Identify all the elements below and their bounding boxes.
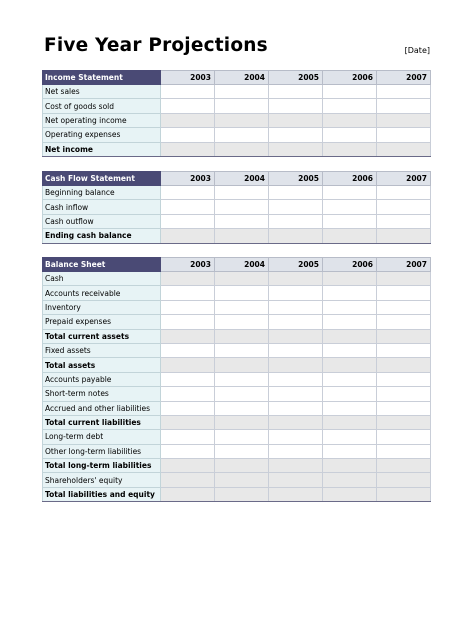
row-label: Inventory [43, 300, 161, 314]
value-cell[interactable] [377, 85, 431, 99]
value-cell[interactable] [323, 459, 377, 473]
row-label: Cash [43, 272, 161, 286]
value-cell[interactable] [161, 229, 215, 243]
row-label: Operating expenses [43, 128, 161, 142]
value-cell[interactable] [215, 99, 269, 113]
value-cell[interactable] [323, 315, 377, 329]
table-row [43, 99, 431, 113]
value-cell[interactable] [215, 214, 269, 228]
row-label: Cost of goods sold [43, 99, 161, 113]
value-cell[interactable] [215, 473, 269, 487]
year-header: 2006 [323, 258, 377, 272]
value-cell[interactable] [323, 444, 377, 458]
value-cell[interactable] [269, 358, 323, 372]
value-cell[interactable] [269, 272, 323, 286]
value-cell[interactable] [323, 286, 377, 300]
value-cell[interactable] [377, 401, 431, 415]
value-cell[interactable] [377, 99, 431, 113]
value-cell[interactable] [377, 387, 431, 401]
row-label: Beginning balance [43, 186, 161, 200]
value-cell[interactable] [377, 372, 431, 386]
table-header-row [43, 258, 431, 272]
value-cell[interactable] [377, 186, 431, 200]
value-cell[interactable] [323, 113, 377, 127]
value-cell[interactable] [269, 415, 323, 429]
value-cell[interactable] [377, 128, 431, 142]
table-row [43, 372, 431, 386]
table-header-row [43, 71, 431, 85]
row-label: Total assets [43, 358, 161, 372]
value-cell[interactable] [269, 372, 323, 386]
value-cell[interactable] [323, 99, 377, 113]
value-cell[interactable] [215, 487, 269, 501]
table-row [43, 229, 431, 243]
value-cell[interactable] [269, 186, 323, 200]
value-cell[interactable] [161, 272, 215, 286]
year-header: 2007 [377, 172, 431, 186]
value-cell[interactable] [323, 300, 377, 314]
value-cell[interactable] [377, 300, 431, 314]
table-row [43, 300, 431, 314]
value-cell[interactable] [269, 142, 323, 156]
value-cell[interactable] [215, 343, 269, 357]
page-title: Five Year Projections [44, 35, 268, 56]
value-cell[interactable] [323, 329, 377, 343]
year-header: 2005 [269, 172, 323, 186]
row-label: Net sales [43, 85, 161, 99]
value-cell[interactable] [161, 286, 215, 300]
value-cell[interactable] [161, 113, 215, 127]
value-cell[interactable] [269, 315, 323, 329]
row-label: Other long-term liabilities [43, 444, 161, 458]
row-label: Short-term notes [43, 387, 161, 401]
value-cell[interactable] [269, 444, 323, 458]
value-cell[interactable] [323, 387, 377, 401]
balance-sheet-heading: Balance Sheet [43, 258, 161, 272]
table-row [43, 85, 431, 99]
table-row [43, 387, 431, 401]
year-header: 2004 [215, 258, 269, 272]
row-label: Cash inflow [43, 200, 161, 214]
table-row [43, 329, 431, 343]
cash-flow-statement-table [42, 171, 431, 244]
row-label: Shareholders' equity [43, 473, 161, 487]
value-cell[interactable] [215, 315, 269, 329]
row-label: Ending cash balance [43, 229, 161, 243]
table-row [43, 343, 431, 357]
value-cell[interactable] [161, 343, 215, 357]
table-header-row [43, 172, 431, 186]
value-cell[interactable] [269, 329, 323, 343]
value-cell[interactable] [215, 430, 269, 444]
value-cell[interactable] [215, 387, 269, 401]
value-cell[interactable] [161, 430, 215, 444]
year-header: 2003 [161, 71, 215, 85]
value-cell[interactable] [377, 343, 431, 357]
row-label: Net operating income [43, 113, 161, 127]
value-cell[interactable] [215, 358, 269, 372]
value-cell[interactable] [377, 473, 431, 487]
value-cell[interactable] [269, 214, 323, 228]
value-cell[interactable] [269, 459, 323, 473]
row-label: Net income [43, 142, 161, 156]
value-cell[interactable] [323, 85, 377, 99]
value-cell[interactable] [377, 415, 431, 429]
value-cell[interactable] [323, 229, 377, 243]
row-label: Cash outflow [43, 214, 161, 228]
value-cell[interactable] [215, 401, 269, 415]
value-cell[interactable] [269, 401, 323, 415]
table-row [43, 473, 431, 487]
value-cell[interactable] [377, 286, 431, 300]
value-cell[interactable] [215, 286, 269, 300]
table-row [43, 214, 431, 228]
cash-flow-statement-heading: Cash Flow Statement [43, 172, 161, 186]
row-label: Long-term debt [43, 430, 161, 444]
value-cell[interactable] [215, 459, 269, 473]
table-row [43, 487, 431, 501]
value-cell[interactable] [161, 329, 215, 343]
value-cell[interactable] [161, 300, 215, 314]
table-row [43, 358, 431, 372]
value-cell[interactable] [269, 200, 323, 214]
value-cell[interactable] [161, 99, 215, 113]
value-cell[interactable] [323, 372, 377, 386]
value-cell[interactable] [215, 444, 269, 458]
row-label: Accrued and other liabilities [43, 401, 161, 415]
value-cell[interactable] [215, 200, 269, 214]
value-cell[interactable] [269, 300, 323, 314]
year-header: 2003 [161, 172, 215, 186]
value-cell[interactable] [161, 387, 215, 401]
row-label: Accounts receivable [43, 286, 161, 300]
row-label: Fixed assets [43, 343, 161, 357]
table-row [43, 272, 431, 286]
row-label: Total current liabilities [43, 415, 161, 429]
value-cell[interactable] [377, 358, 431, 372]
value-cell[interactable] [269, 473, 323, 487]
value-cell[interactable] [269, 487, 323, 501]
year-header: 2003 [161, 258, 215, 272]
table-row [43, 459, 431, 473]
year-header: 2007 [377, 71, 431, 85]
value-cell[interactable] [161, 200, 215, 214]
table-row [43, 186, 431, 200]
table-row [43, 401, 431, 415]
table-row [43, 142, 431, 156]
value-cell[interactable] [161, 214, 215, 228]
year-header: 2005 [269, 258, 323, 272]
value-cell[interactable] [269, 128, 323, 142]
value-cell[interactable] [323, 200, 377, 214]
year-header: 2006 [323, 172, 377, 186]
table-row [43, 315, 431, 329]
value-cell[interactable] [323, 186, 377, 200]
row-label: Total current assets [43, 329, 161, 343]
value-cell[interactable] [377, 444, 431, 458]
value-cell[interactable] [323, 214, 377, 228]
value-cell[interactable] [161, 444, 215, 458]
value-cell[interactable] [161, 372, 215, 386]
value-cell[interactable] [269, 113, 323, 127]
value-cell[interactable] [161, 487, 215, 501]
value-cell[interactable] [215, 85, 269, 99]
value-cell[interactable] [161, 85, 215, 99]
year-header: 2004 [215, 172, 269, 186]
value-cell[interactable] [161, 415, 215, 429]
value-cell[interactable] [269, 387, 323, 401]
value-cell[interactable] [323, 401, 377, 415]
value-cell[interactable] [215, 415, 269, 429]
row-label: Total liabilities and equity [43, 487, 161, 501]
value-cell[interactable] [215, 272, 269, 286]
value-cell[interactable] [377, 214, 431, 228]
year-header: 2007 [377, 258, 431, 272]
value-cell[interactable] [215, 128, 269, 142]
value-cell[interactable] [377, 200, 431, 214]
table-row [43, 430, 431, 444]
value-cell[interactable] [323, 272, 377, 286]
value-cell[interactable] [215, 372, 269, 386]
value-cell[interactable] [269, 99, 323, 113]
table-row [43, 444, 431, 458]
value-cell[interactable] [377, 459, 431, 473]
value-cell[interactable] [269, 85, 323, 99]
value-cell[interactable] [161, 358, 215, 372]
value-cell[interactable] [323, 487, 377, 501]
value-cell[interactable] [323, 343, 377, 357]
year-header: 2004 [215, 71, 269, 85]
value-cell[interactable] [323, 128, 377, 142]
table-row [43, 286, 431, 300]
value-cell[interactable] [377, 430, 431, 444]
value-cell[interactable] [161, 128, 215, 142]
value-cell[interactable] [269, 343, 323, 357]
income-statement-table [42, 70, 431, 157]
value-cell[interactable] [215, 142, 269, 156]
income-statement-heading: Income Statement [43, 71, 161, 85]
value-cell[interactable] [323, 358, 377, 372]
value-cell[interactable] [161, 142, 215, 156]
row-label: Total long-term liabilities [43, 459, 161, 473]
value-cell[interactable] [377, 142, 431, 156]
value-cell[interactable] [269, 286, 323, 300]
value-cell[interactable] [161, 473, 215, 487]
year-header: 2005 [269, 71, 323, 85]
value-cell[interactable] [215, 300, 269, 314]
row-label: Accounts payable [43, 372, 161, 386]
value-cell[interactable] [161, 401, 215, 415]
value-cell[interactable] [377, 329, 431, 343]
date-placeholder[interactable]: [Date] [404, 46, 430, 55]
row-label: Prepaid expenses [43, 315, 161, 329]
table-row [43, 200, 431, 214]
value-cell[interactable] [161, 459, 215, 473]
value-cell[interactable] [377, 229, 431, 243]
value-cell[interactable] [323, 142, 377, 156]
value-cell[interactable] [215, 329, 269, 343]
table-row [43, 113, 431, 127]
value-cell[interactable] [269, 430, 323, 444]
value-cell[interactable] [215, 186, 269, 200]
value-cell[interactable] [323, 415, 377, 429]
value-cell[interactable] [377, 113, 431, 127]
value-cell[interactable] [269, 229, 323, 243]
value-cell[interactable] [161, 186, 215, 200]
value-cell[interactable] [161, 315, 215, 329]
value-cell[interactable] [377, 272, 431, 286]
year-header: 2006 [323, 71, 377, 85]
balance-sheet-table [42, 257, 431, 502]
table-row [43, 415, 431, 429]
table-row [43, 128, 431, 142]
value-cell[interactable] [215, 229, 269, 243]
value-cell[interactable] [323, 473, 377, 487]
value-cell[interactable] [377, 315, 431, 329]
value-cell[interactable] [323, 430, 377, 444]
value-cell[interactable] [215, 113, 269, 127]
value-cell[interactable] [377, 487, 431, 501]
